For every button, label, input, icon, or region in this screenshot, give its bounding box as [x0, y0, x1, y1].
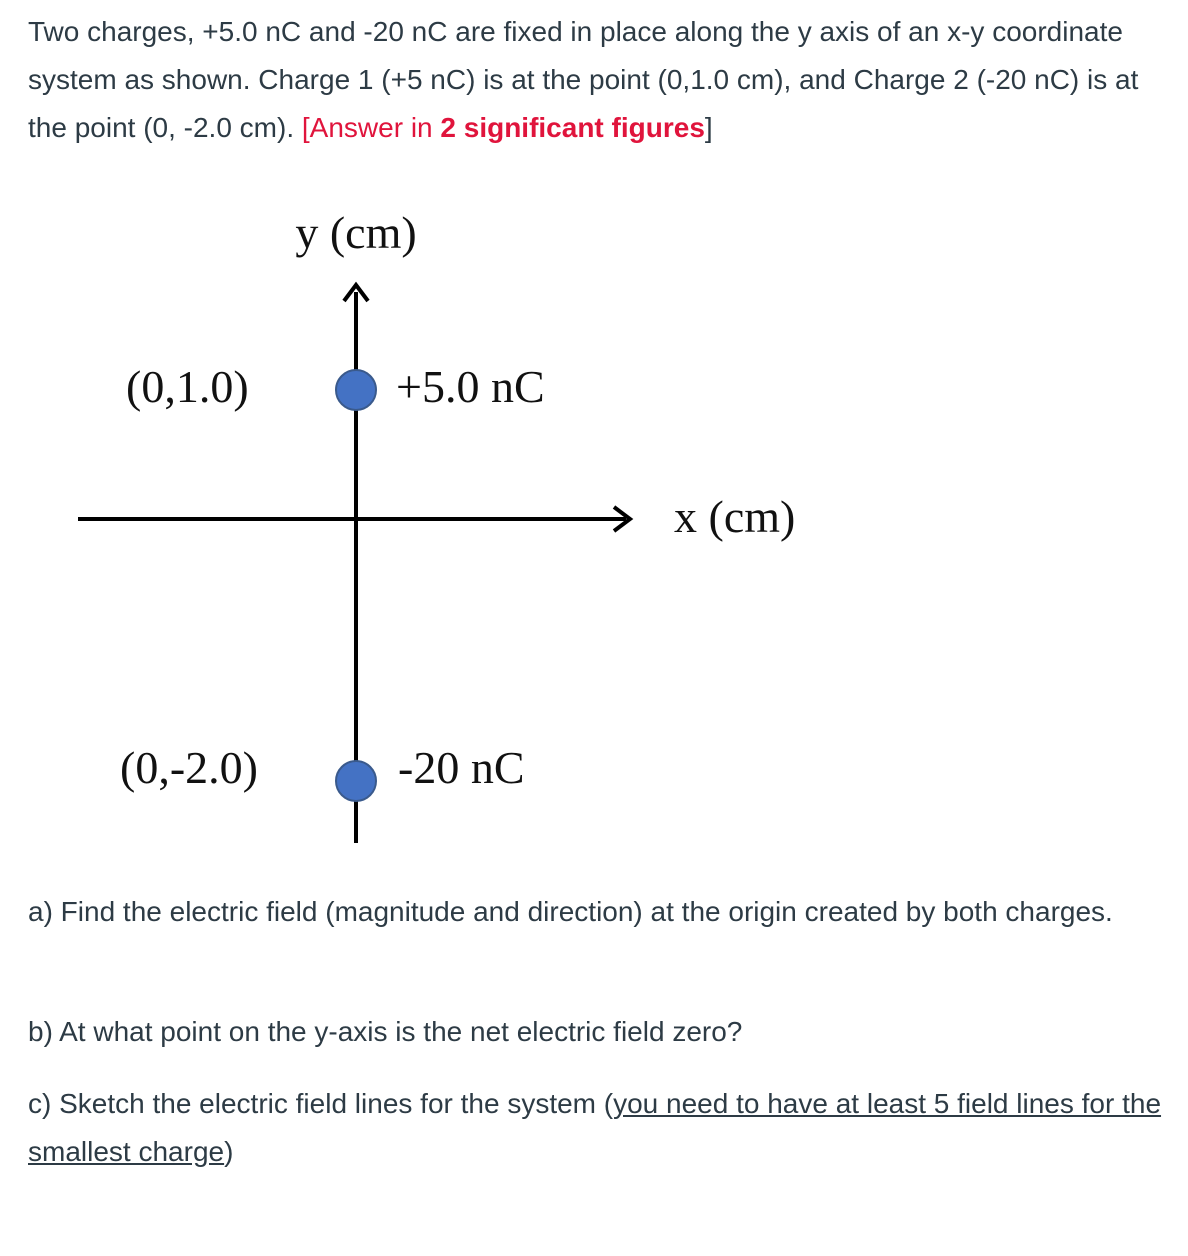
question-b: b) At what point on the y-axis is the net electric field zero? — [28, 1016, 743, 1047]
question-c-requirement: you need to have at least 5 field lines for the smallest charge — [28, 1088, 1162, 1167]
question-c-suffix: ) — [224, 1136, 234, 1167]
answer-note-open: [Answer in — [301, 112, 441, 143]
question-c — [28, 1080, 1168, 1176]
charge-1-coordinate-label: (0,1.0) — [126, 361, 249, 412]
question-a: a) Find the electric field (magnitude and direction) at the origin created by both charges. — [28, 896, 1113, 927]
problem-statement — [28, 8, 1168, 152]
charge-2-coordinate-label: (0,-2.0) — [120, 742, 258, 793]
y-axis-label: y (cm) — [295, 207, 417, 258]
question-c-prefix: c) Sketch the electric field lines for the system ( — [28, 1088, 614, 1119]
answer-note-close: ] — [704, 112, 713, 143]
charge-diagram — [0, 180, 1188, 860]
problem-statement-text: Two charges, +5.0 nC and -20 nC are fixed in place along the y axis of an x-y coordinate system as shown. Charge 1 (+5 nC) is at the point (0,1.0 cm), and Charge 2 (-20 nC) is at the point (0, -2.0 cm). — [28, 16, 1139, 143]
charge-1-value-label: +5.0 nC — [396, 361, 545, 412]
charge-2-dot — [336, 761, 376, 801]
charge-1-dot — [336, 370, 376, 410]
significant-figures-note: 2 significant figures — [440, 112, 705, 143]
x-axis-label: x (cm) — [674, 491, 796, 542]
charge-2-value-label: -20 nC — [398, 742, 525, 793]
